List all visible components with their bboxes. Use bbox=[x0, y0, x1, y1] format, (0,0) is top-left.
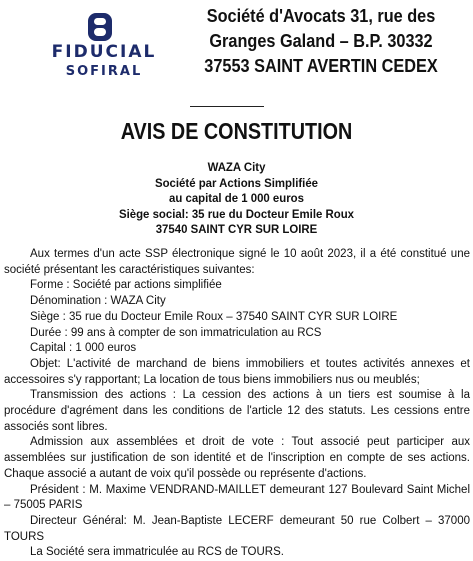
address-line-3: 37553 SAINT AVERTIN CEDEX bbox=[204, 55, 438, 76]
company-city: 37540 SAINT CYR SUR LOIRE bbox=[155, 222, 318, 236]
paragraph-forme: Forme : Société par actions simplifiée bbox=[30, 279, 222, 292]
paragraph-intro: Aux termes d'un acte SSP électronique signé le 10 août 2023, il a été constitué une société présentant les caractéristiques suivantes: bbox=[4, 248, 470, 276]
address-line-2: Granges Galand – B.P. 30332 bbox=[209, 30, 433, 51]
paragraph-immatriculation: La Société sera immatriculée au RCS de TOURS. bbox=[30, 546, 284, 559]
company-name: WAZA City bbox=[207, 160, 266, 174]
logo-brand: FIDUCIAL bbox=[51, 42, 157, 62]
company-form: Société par Actions Simplifiée bbox=[154, 175, 319, 190]
paragraph-president: Président : M. Maxime VENDRAND-MAILLET demeurant 127 Boulevard Saint Michel – 75005 PARIS bbox=[4, 483, 470, 512]
paragraph-objet: Objet: L'activité de marchand de biens immobiliers et toutes activités annexes et accessoires s'y rapportant; La location de tous biens immobiliers nus ou meublés; bbox=[4, 357, 470, 386]
paragraph-capital: Capital : 1 000 euros bbox=[30, 342, 137, 355]
fiducial-emblem-icon bbox=[85, 12, 115, 42]
paragraph-duree: Durée : 99 ans à compter de son immatriculation au RCS bbox=[30, 326, 322, 339]
paragraph-admission: Admission aux assemblées et droit de vote : Tout associé peut participer aux assemblées sur justification de son identité et de l'inscription en compte de ses actions. Chaque associé a autant de voix qu'il possède ou représente d'actions. bbox=[4, 436, 470, 480]
fiducial-logo bbox=[0, 0, 200, 80]
paragraph-directeur: Directeur Général: M. Jean-Baptiste LECERF demeurant 50 rue Colbert – 37000 TOURS bbox=[4, 514, 470, 543]
company-header bbox=[0, 160, 473, 238]
notice-title: AVIS DE CONSTITUTION bbox=[120, 118, 353, 144]
separator-rule bbox=[190, 106, 264, 107]
paragraph-siege: Siège : 35 rue du Docteur Emile Roux – 37540 SAINT CYR SUR LOIRE bbox=[30, 310, 398, 323]
law-firm-address bbox=[202, 3, 440, 78]
paragraph-denomination: Dénomination : WAZA City bbox=[30, 295, 166, 308]
paragraph-transmission: Transmission des actions : La cession des actions à un tiers est soumise à la procédure d'agrément dans les conditions de l'article 12 des statuts. Les cessions entre associés sont libres. bbox=[4, 389, 470, 433]
address-line-1: Société d'Avocats 31, rue des bbox=[206, 5, 436, 26]
company-capital: au capital de 1 000 euros bbox=[169, 191, 304, 205]
logo-subbrand: SOFIRAL bbox=[65, 64, 143, 79]
notice-body bbox=[4, 247, 470, 561]
company-seat: Siège social: 35 rue du Docteur Emile Roux bbox=[118, 206, 355, 221]
